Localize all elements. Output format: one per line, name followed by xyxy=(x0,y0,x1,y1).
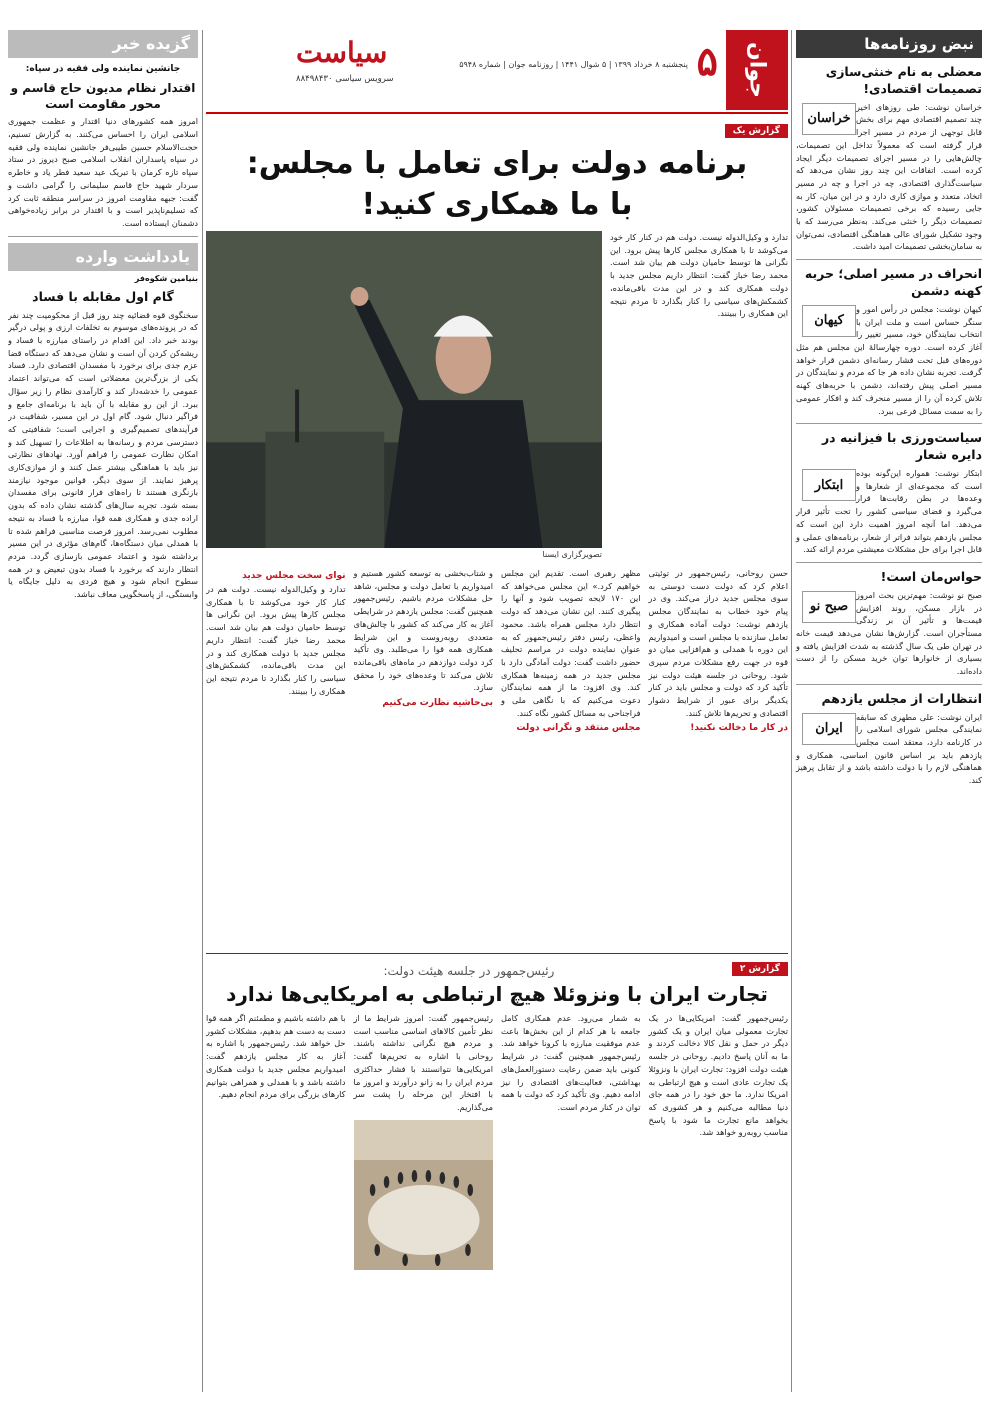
story1-col-text: مظهر رهبری است. تقدیم این مجلس خواهیم کرد.» این مجلس می‌خواهد که این ۱۷۰ لایحه تصویب شود و آنها را پیگیری کنند. این نشان می‌دهد که دولت انتظار دارد مجلس همراه باشد. محمود واعظی، رئیس دفتر رئیس‌جمهور که به عنوان نماینده دولت در مراسم تحلیف حضور داشت گفت: دولت آمادگی دارد با مجلس جدید در همه زمینه‌ها همکاری کند. وی افزود: ما از همه نمایندگان دعوت می‌کنیم که با نگاهی ملی و فراجناحی به مسائل کشور نگاه کنند. xyxy=(501,568,641,718)
press-review-item xyxy=(796,64,982,260)
press-review-headline: سیاست‌ورزی با فیزانیه در دایره شعار xyxy=(821,430,982,463)
press-review-headline: انتظارات از مجلس یازدهم xyxy=(821,690,982,706)
main-headline-line1: برنامه دولت برای تعامل با مجلس: xyxy=(246,146,748,181)
issue-meta: پنجشنبه ۸ خرداد ۱۳۹۹ | ۵ شوال ۱۴۴۱ | روزنامه جوان | شماره ۵۹۴۸ xyxy=(459,60,688,69)
story1-top xyxy=(206,231,788,561)
photo-illustration xyxy=(206,231,602,548)
main-headline xyxy=(206,144,788,225)
story2-headline: تجارت ایران با ونزوئلا هیچ ارتباطی به امریکایی‌ها ندارد xyxy=(226,982,768,1006)
story1-subhead: مجلس منتقد و نگرانی دولت xyxy=(516,723,641,734)
story1-col-3 xyxy=(354,567,494,947)
story1-side-text: تدارد و وکیل‌الدوله نیست. دولت هم در کنار کار خود می‌کوشد تا با همکاری مجلس کارها پیش برود. این نگرانی ها توسط حامیان دولت هم بیان شد است. محمد رضا خباز گفت: انتظار داریم مجلس جدید با دولت همکاری کند و در این مدت باقی‌مانده، کشمکش‌های سیاسی را کنار بگذارد تا مردم نتیجه این همکاری را ببینند. xyxy=(610,232,788,319)
press-review-item xyxy=(796,569,982,685)
opinion-headline: گام اول مقابله با فساد xyxy=(32,288,174,304)
main-headline-line2: با ما همکاری کنید! xyxy=(361,186,633,222)
press-review-text: کیهان نوشت: مجلس در رأس امور و سنگر حساس است و ملت ایران با انتخاب نمایندگان خود، مسیر تغییر را آغاز کرده است. دوره چهارسالهٔ این مجلس هم مثل دوره‌های قبل تحت فشار رسانه‌ای دشمن قرار خواهد گرفت. تجربه نشان داده هر جا که مردم و نمایندگان در مسیر اصلی پیش رفته‌اند، دشمن با حربه‌های کهنه تلاش کرده آن را از مسیر منحرف کند و افکار عمومی را به سمت مسائل فرعی ببرد. xyxy=(796,303,982,416)
newspaper-logo: جوان xyxy=(726,30,788,110)
source-logo: کیهان xyxy=(802,305,856,337)
report-tag: گزارش یک xyxy=(725,124,788,138)
meeting-illustration xyxy=(354,1120,494,1270)
story2-col-4: با هم داشته باشیم و مطمئنم اگر همه قوا دست به دست هم بدهیم، مشکلات کشور حل خواهد شد. رئیس‌جمهور با اشاره به آغاز به کار مجلس یازدهم گفت: امیدواریم مجلس جدید با دولت همکاری داشته باشد و با همدلی و همراهی بتوانیم کارهای بزرگی برای مردم انجام دهیم. xyxy=(206,1013,346,1100)
photo-block xyxy=(206,231,602,561)
masthead xyxy=(206,30,788,114)
news-brief-header: گزیده خبر xyxy=(8,30,198,58)
president-photo xyxy=(206,231,602,548)
story2-pre-title: رئیس‌جمهور در جلسه هیئت دولت: xyxy=(383,964,555,978)
story1-col-2 xyxy=(501,567,641,947)
divider xyxy=(796,684,982,685)
story1-body xyxy=(206,567,788,947)
news-headline: اقتدار نظام مدیون حاج قاسم و محور مقاومت است xyxy=(10,81,196,112)
section-subtitle: سرویس سیاسی ۸۸۴۹۸۴۳۰ xyxy=(296,74,394,84)
divider xyxy=(8,236,198,237)
press-review-item xyxy=(796,266,982,424)
press-review-headline: انحراف در مسیر اصلی؛ حربه کهنه دشمن xyxy=(804,266,982,299)
press-review-text: صبح نو نوشت: مهم‌ترین بحث امروز در بازار مسکن، روند افزایش قیمت‌ها و تأثیر آن بر زندگی مستأجران است. گزارش‌ها نشان می‌دهد قیمت خانه در تهران طی یک سال گذشته به شدت افزایش یافته و بسیاری از خانوارها توان خرید مسکن را از دست داده‌اند. xyxy=(796,589,982,677)
story1-col-text: تدارد و وکیل‌الدوله نیست. دولت هم در کنار کار خود می‌کوشد تا با همکاری مجلس کارها پیش برود. این نگرانی ها توسط حامیان دولت هم بیان شد است. محمد رضا خباز گفت: انتظار داریم مجلس جدید با دولت همکاری کند و در این مدت باقی‌مانده، کشمکش‌های سیاسی را کنار بگذارد تا مردم نتیجه این همکاری را ببینند. xyxy=(206,584,346,696)
story1-col-1 xyxy=(649,567,789,947)
story1-col-text: و شتاب‌بخشی به توسعه کشور هستیم و امیدواریم با تعامل دولت و مجلس، شاهد حل مشکلات مردم باشیم. رئیس‌جمهور همچنین گفت: مجلس یازدهم در شرایطی آغاز به کار می‌کند که کشور با چالش‌های متعددی روبه‌روست و این شرایط همکاری همه قوا را می‌طلبد. وی تأکید کرد دولت دوازدهم در ماه‌های باقی‌مانده تلاش می‌کند تا وعده‌های خود را محقق سازد. xyxy=(353,568,493,693)
page-number: ۵ xyxy=(696,38,718,85)
column-divider xyxy=(791,30,792,1392)
cabinet-meeting-photo xyxy=(354,1120,494,1270)
opinion-header: یادداشت وارده xyxy=(8,243,198,271)
press-review-text: ایران نوشت: علی مطهری که سابقه نمایندگی مجلس شورای اسلامی را در کارنامه دارد، معتقد است مجلس یازدهم باید بر اساس قانون اساسی، همکاری و هماهنگی لازم را با دولت داشته باشد و از تقابل پرهیز کند. xyxy=(796,711,982,786)
news-text: امروز همه کشورهای دنیا اقتدار و عظمت جمهوری اسلامی ایران را احساس می‌کنند. به گزارش تسنیم، حجت‌الاسلام حسین طیبی‌فر جانشین نماینده ولی فقیه در سپاه پاسداران انقلاب اسلامی صبح دیروز در ستاد سپاه تازه کرمان با تبریک عید سعید فطر یاد و خاطره سردار شهید حاج قاسم سلیمانی را گرامی داشت و گفت: جبهه مقاومت امروز در سراسر منطقه ثابت کرد که تسلیم‌ناپذیر است و با اقتدار در برابر زیاده‌خواهی دشمنان ایستاده است. xyxy=(8,116,198,228)
press-review-item xyxy=(796,430,982,563)
source-logo: ایران xyxy=(802,713,856,745)
left-column xyxy=(8,30,198,1392)
news-pre-title: جانشین نماینده ولی فقیه در سپاه: xyxy=(25,64,181,74)
story1-subhead: در کار ما دخالت نکنید! xyxy=(690,723,788,734)
opinion-text: سخنگوی قوه قضائیه چند روز قبل از محکومیت چند نفر که در پرونده‌های موسوم به تخلفات ارزی و پولی درگیر بودند خبر داد. این اقدام در راستای مبارزه با فساد و ریشه‌کن کردن آن است و نشان می‌دهد که دستگاه قضا عزم جدی برای برخورد با مفسدان اقتصادی دارد. فساد یکی از بزرگ‌ترین معضلاتی است که می‌تواند اعتماد عمومی را خدشه‌دار کند و کارآمدی نظام را زیر سؤال ببرد. از این رو مقابله با آن باید با برنامه‌ای جامع و فراگیر دنبال شود. گام اول در این مسیر، شفافیت در فرآیندهای تصمیم‌گیری و اجرایی است؛ شفافیتی که دسترسی مردم و رسانه‌ها به اطلاعات را تسهیل کند و امکان نظارت عمومی را فراهم آورد. نهادهای نظارتی نیز باید با هماهنگی بیشتر عمل کنند و از موازی‌کاری پرهیز نمایند. از سوی دیگر، قوانین موجود نیازمند بازنگری هستند تا راه‌های فرار قانونی برای مفسدان بسته شود. تجربه سال‌های گذشته نشان داده که بدون اراده جدی و همکاری همه قوا، مبارزه با فساد به نتیجه مطلوب نمی‌رسد. امروز فرصت مناسبی فراهم شده تا با همدلی میان دستگاه‌ها، گام‌های مؤثری در این مسیر برداشته شود و اعتماد عمومی بازسازی گردد. مردم انتظار دارند که برخورد با فساد بدون تبعیض و در همه سطوح انجام شود و هیچ فردی به دلیل جایگاه یا وابستگی، از پاسخگویی معاف نباشد. xyxy=(8,309,198,600)
divider xyxy=(796,562,982,563)
press-review-items xyxy=(796,64,982,787)
divider xyxy=(796,423,982,424)
story2-col-3: رئیس‌جمهور گفت: امروز شرایط ما از نظر تأمین کالاهای اساسی مناسب است و مردم هیچ نگرانی نداشته باشند. روحانی با اشاره به تحریم‌ها گفت: امریکایی‌ها نتوانستند با فشار حداکثری مردم ایران را به زانو درآورند و امروز ما با افتخار این مرحله را پشت سر می‌گذاریم. xyxy=(353,1013,493,1112)
story2-col-1: رئیس‌جمهور گفت: امریکایی‌ها در یک تجارت معمولی میان ایران و یک کشور دیگر در حمل و نقل کالا دخالت کردند و ما به آنان پاسخ دادیم. روحانی در جلسه هیئت دولت افزود: تجارت ایران با ونزوئلا یک تجارت عادی است و هیچ ارتباطی به امریکا ندارد. ما حق خود را در همه جای دنیا مطالبه می‌کنیم و هر کشوری که بخواهد مانع تجارت ما شود با پاسخ مناسب روبه‌رو خواهد شد. xyxy=(648,1013,788,1138)
main-column xyxy=(206,30,788,1392)
press-review-text: ابتکار نوشت: همواره این‌گونه بوده است که مجموعه‌ای از شعارها و وعده‌ها در بطن رقابت‌ها قرار می‌گیرد و فضای سیاسی کشور را تحت تأثیر قرار می‌دهد. اما آنچه امروز اهمیت دارد این است که مجلس یازدهم بتواند فراتر از شعار، برنامه‌های عملی و قابل اجرا برای حل مشکلات معیشتی مردم ارائه کند. xyxy=(796,468,982,555)
story2-col-2: به شمار می‌رود. عدم همکاری کامل جامعه با هر کدام از این بخش‌ها باعث عدم موفقیت مبارزه با کرونا خواهد شد. رئیس‌جمهور همچنین گفت: در شرایط کنونی باید ضمن رعایت دستورالعمل‌های بهداشتی، فعالیت‌های اقتصادی را نیز ادامه دهیم. وی تأکید کرد که دولت با همه توان در کنار مردم است. xyxy=(501,1013,641,1112)
photo-credit: تصویرگزاری ایسنا xyxy=(542,550,602,559)
opinion-byline: بنیامین شکوه‌فر xyxy=(134,273,198,283)
source-logo: ابتکار xyxy=(802,469,856,501)
story1-subhead: بی‌حاشیه نظارت می‌کنیم xyxy=(382,698,493,709)
story1-col-text: حسن روحانی، رئیس‌جمهور در توئیتی اعلام کرد که دولت دست دوستی به سوی مجلس جدید دراز می‌کند. وی در پیام خود خطاب به نمایندگان مجلس یازدهم نوشت: دولت آماده همکاری و تعامل سازنده با مجلس است و امیدواریم این دوره با همدلی و هم‌افزایی میان دو قوه در جهت رفع مشکلات مردم سپری شود. روحانی در جلسه هیئت دولت نیز تأکید کرد که دولت و مجلس باید در کنار یکدیگر برای عبور از شرایط دشوار اقتصادی و تحریم‌ها تلاش کنند. xyxy=(648,568,788,718)
column-divider xyxy=(202,30,203,1392)
press-review-header: نبض روزنامه‌ها xyxy=(796,30,982,58)
divider xyxy=(796,259,982,260)
press-review-item xyxy=(796,691,982,787)
story-divider xyxy=(206,953,788,954)
report2-tag: گزارش ۲ xyxy=(732,962,788,976)
story1-col-4 xyxy=(206,567,346,947)
story2-body xyxy=(206,1012,788,1392)
source-logo: صبح نو xyxy=(802,591,856,623)
press-review-text: خراسان نوشت: طی روزهای اخیر چند تصمیم اقتصادی مهم برای بخش قابل توجهی از مردم در مسیر اجرا قرار گرفته است که معمولاً تداخل این تصمیمات، چالش‌هایی را در مسیر اجرای تصمیمات دیگر ایجاد کرده است. اتفاقات این چند روز نشان می‌دهد که سیاست‌گذاری اقتصادی، چه در اجرا و چه در مسیر اتخاذ، متعدد و موازی کاری دارد و در این میان، کار به جایی رسیده که برخی تصمیمات مسئولان کشور، تصمیمات دیگر را خنثی می‌کند. به‌نظر می‌رسد که با وجود تشکیل شورای عالی هماهنگی اقتصادی، نمی‌توان به سامان‌بخشی تصمیمات امید داشت. xyxy=(796,101,982,252)
source-logo: خراسان xyxy=(802,103,856,135)
press-review-headline: معضلی به نام خنثی‌سازی تصمیمات اقتصادی! xyxy=(825,64,982,96)
press-review-headline: حواس‌مان است! xyxy=(880,568,982,584)
press-review-column xyxy=(796,30,982,1392)
story2-col-3-wrap xyxy=(354,1012,494,1392)
story1-subhead: نوای سخت مجلس جدید xyxy=(242,571,346,581)
section-title: سیاست xyxy=(296,36,388,69)
